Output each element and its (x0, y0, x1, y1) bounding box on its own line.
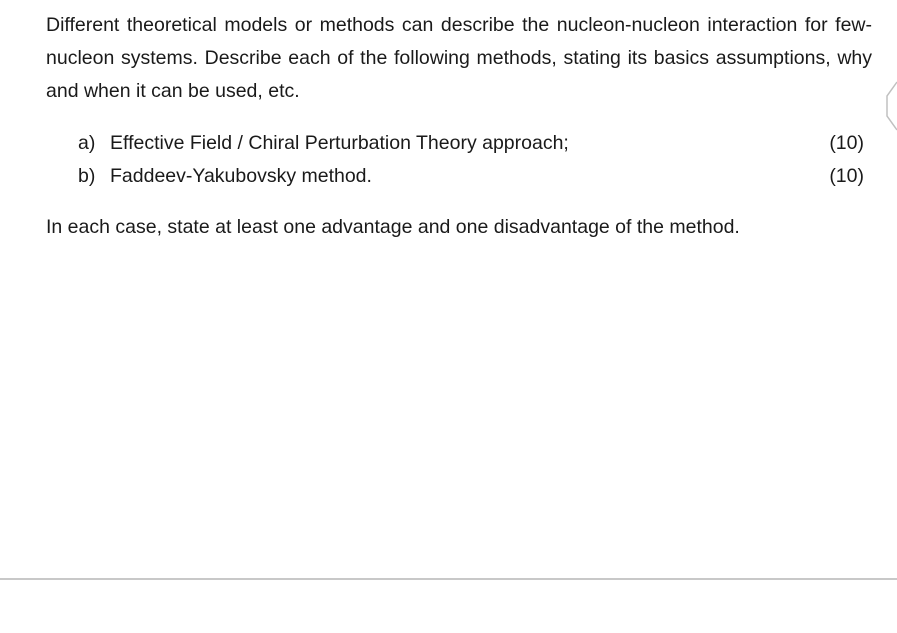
question-item-a (78, 127, 866, 160)
question-closing: In each case, state at least one advantage and one disadvantage of the method. (46, 216, 740, 238)
question-intro: Different theoretical models or methods can describe the nucleon-nucleon interaction for few-nucleon systems. Describe each of the following methods, stating its basics assumptions, why and when it can be used, etc. (46, 14, 872, 102)
question-marks: (10) (829, 165, 864, 187)
question-text: Faddeev-Yakubovsky method. (110, 165, 372, 187)
question-item-b (78, 160, 866, 193)
page-divider (0, 578, 897, 580)
question-marks: (10) (829, 132, 864, 154)
page-nav-tab-icon[interactable] (883, 80, 897, 132)
question-list (78, 127, 866, 193)
question-text: Effective Field / Chiral Perturbation Theory approach; (110, 132, 569, 154)
question-letter: b) (78, 165, 96, 187)
question-letter: a) (78, 132, 96, 154)
